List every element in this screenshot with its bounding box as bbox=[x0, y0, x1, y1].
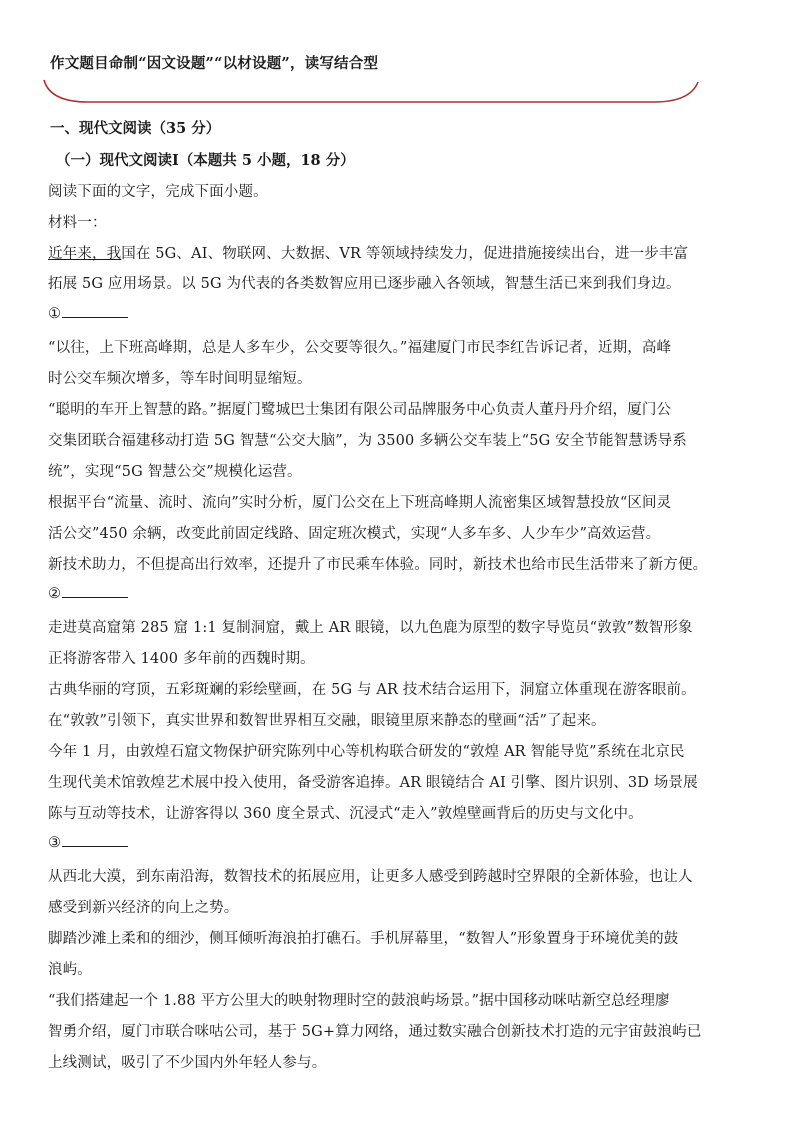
paragraph-line: 今年 1 月，由敦煌石窟文物保护研究陈列中心等机构联合研发的“敦煌 AR 智能导览”系统在北京民 bbox=[48, 744, 685, 760]
paragraph-line: 活公交”450 余辆，改变此前固定线路、固定班次模式，实现“人多车多、人少车少”高效运营。 bbox=[48, 526, 661, 542]
blank-marker-3 bbox=[48, 833, 748, 851]
paragraph-line: 在“敦敦”引领下，真实世界和数智世界相互交融，眼镜里原来静态的壁画“活”了起来。 bbox=[48, 713, 606, 729]
header-title: 作文题目命制“因文设题”“以材设题”，读写结合型 bbox=[50, 55, 379, 72]
paragraph-line: 古典华丽的穹顶，五彩斑斓的彩绘壁画，在 5G 与 AR 技术结合运用下，洞窟立体重现在游客眼前。 bbox=[48, 682, 696, 698]
instruction-text: 阅读下面的文字，完成下面小题。 bbox=[48, 184, 268, 200]
fill-blank-3[interactable] bbox=[62, 833, 128, 847]
fill-blank-1[interactable] bbox=[62, 304, 128, 318]
paragraph-line: 交集团联合福建移动打造 5G 智慧“公交大脑”，为 3500 多辆公交车装上“5G 安全节能智慧诱导系 bbox=[48, 433, 687, 449]
marker-circled-1: ① bbox=[48, 306, 62, 322]
section-heading-modern-reading: 一、现代文阅读（35 分） bbox=[50, 120, 221, 137]
paragraph-line: 生现代美术馆敦煌艺术展中投入使用，备受游客追捧。AR 眼镜结合 AI 引擎、图片识别、3D 场景展 bbox=[48, 775, 698, 791]
paragraph-line: 正将游客带入 1400 多年前的西魏时期。 bbox=[48, 651, 315, 667]
blank-marker-2 bbox=[48, 584, 748, 602]
marker-circled-3: ③ bbox=[48, 835, 62, 851]
subsection-heading-reading-1: （一）现代文阅读Ⅰ（本题共 5 小题，18 分） bbox=[56, 152, 355, 169]
paragraph-line: 上线测试，吸引了不少国内外年轻人参与。 bbox=[48, 1055, 327, 1071]
paragraph-line: 浪屿。 bbox=[48, 962, 92, 978]
fill-blank-2[interactable] bbox=[62, 584, 128, 598]
paragraph-line: “聪明的车开上智慧的路。”据厦门鹭城巴士集团有限公司品牌服务中心负责人董丹丹介绍，厦门公 bbox=[48, 402, 672, 418]
intro-line-2: 拓展 5G 应用场景。以 5G 为代表的各类数智应用已逐步融入各领域，智慧生活已来到我们身边。 bbox=[48, 276, 681, 292]
header-arc-decoration bbox=[40, 78, 704, 108]
paragraph-line: 从西北大漠，到东南沿海，数智技术的拓展应用，让更多人感受到跨越时空界限的全新体验，也让人 bbox=[48, 869, 693, 885]
paragraph-line: 智勇介绍，厦门市联合咪咕公司，基于 5G+算力网络，通过数实融合创新技术打造的元宇宙鼓浪屿已 bbox=[48, 1024, 702, 1040]
material-label: 材料一： bbox=[48, 215, 107, 231]
paragraph-line: 统”，实现“5G 智慧公交”规模化运营。 bbox=[48, 464, 302, 480]
paragraph-line: “以往，上下班高峰期，总是人多车少，公交要等很久。”福建厦门市民李红告诉记者，近期，高峰 bbox=[48, 340, 672, 356]
paragraph-line: 走进莫高窟第 285 窟 1:1 复制洞窟，戴上 AR 眼镜，以九色鹿为原型的数字导览员“敦敦”数智形象 bbox=[48, 620, 693, 636]
paragraph-line: 时公交车频次增多，等车时间明显缩短。 bbox=[48, 371, 312, 387]
intro-line-1-rest: 国在 5G、AI、物联网、大数据、VR 等领域持续发力，促进措施接续出台，进一步丰富 bbox=[121, 246, 689, 262]
blank-marker-1 bbox=[48, 304, 748, 322]
intro-line-1 bbox=[48, 242, 748, 263]
paragraph-line: 新技术助力，不但提高出行效率，还提升了市民乘车体验。同时，新技术也给市民生活带来了新方便。 bbox=[48, 557, 708, 573]
paragraph-line: 脚踏沙滩上柔和的细沙，侧耳倾听海浪拍打礁石。手机屏幕里，“数智人”形象置身于环境优美的鼓 bbox=[48, 931, 679, 947]
paragraph-line: “我们搭建起一个 1.88 平方公里大的映射物理时空的鼓浪屿场景。”据中国移动咪咕新空总经理廖 bbox=[48, 993, 670, 1009]
intro-underlined-text: 近年来，我 bbox=[48, 246, 122, 262]
paragraph-line: 感受到新兴经济的向上之势。 bbox=[48, 900, 239, 916]
paragraph-line: 陈与互动等技术，让游客得以 360 度全景式、沉浸式“走入”敦煌壁画背后的历史与文化中。 bbox=[48, 806, 643, 822]
paragraph-line: 根据平台“流量、流时、流向”实时分析，厦门公交在上下班高峰期人流密集区域智慧投放“区间灵 bbox=[48, 495, 672, 511]
marker-circled-2: ② bbox=[48, 586, 62, 602]
